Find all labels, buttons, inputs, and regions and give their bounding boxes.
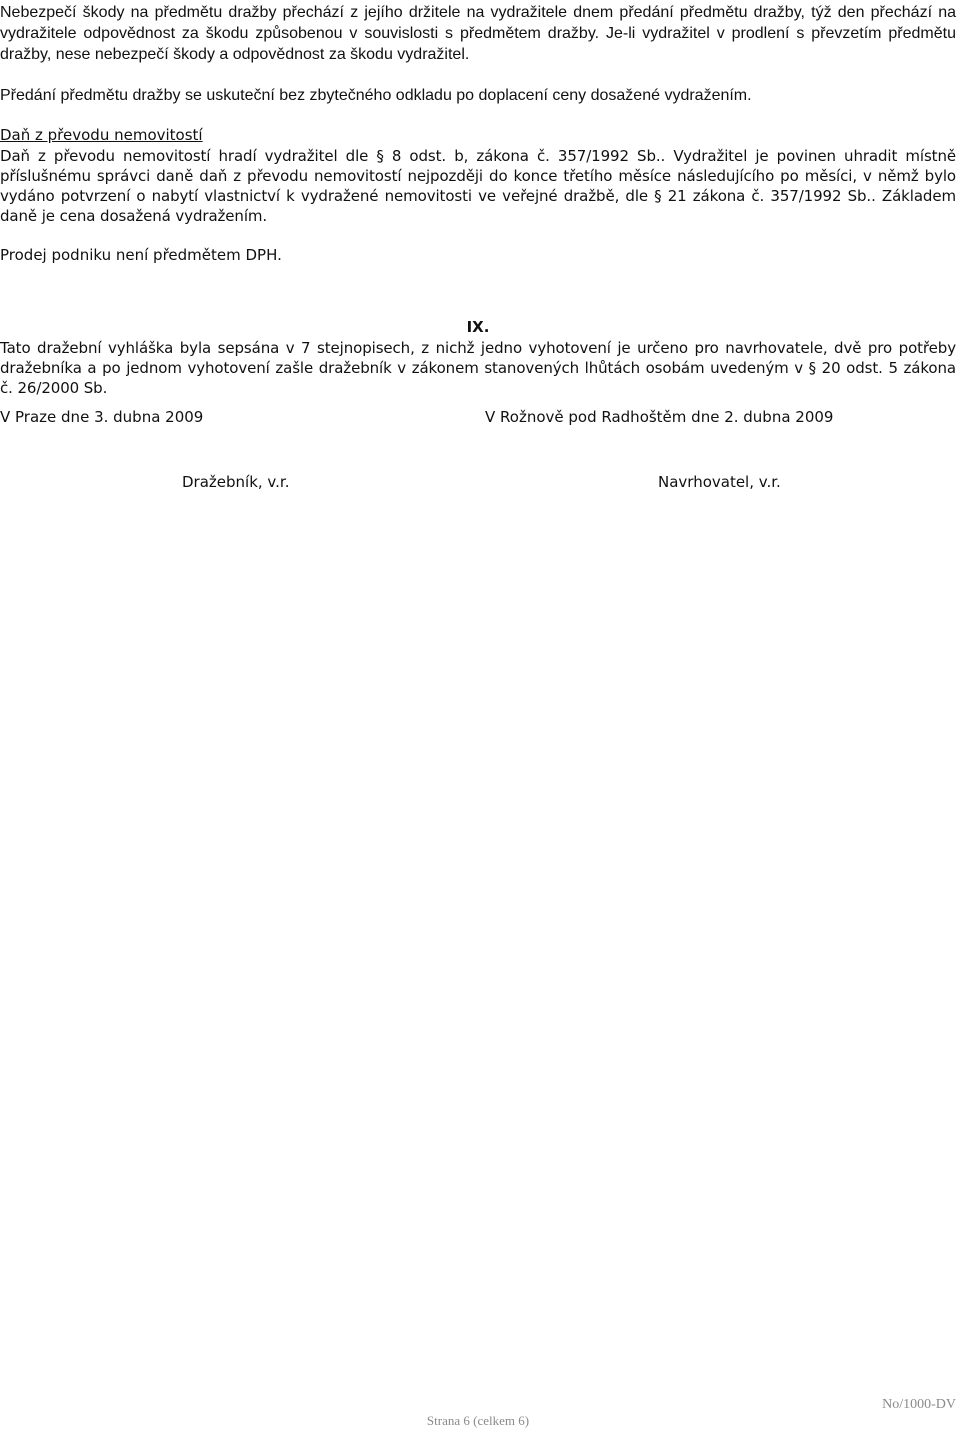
date-prague: V Praze dne 3. dubna 2009 (0, 408, 204, 426)
date-roznov: V Rožnově pod Radhoštěm dne 2. dubna 2009 (485, 408, 834, 426)
document-body (0, 2, 956, 398)
dates-row (0, 407, 956, 428)
tax-heading: Daň z převodu nemovitostí (0, 126, 203, 144)
copies-paragraph: Tato dražební vyhláška byla sepsána v 7 stejnopisech, z nichž jedno vyhotovení je určeno pro navrhovatele, dvě pro potřeby dražebníka a po jednom vyhotovení zašle dražebník v zákonem stanovených lhůtách osobám uvedeným v § 20 odst. 5 zákona č. 26/2000 Sb. (0, 339, 956, 397)
section-ix-title: IX. (466, 318, 490, 336)
risk-paragraph: Nebezpečí škody na předmětu dražby přechází z jejího držitele na vydražitele dnem předání předmětu dražby, týž den přechází na vydražitele odpovědnost za škodu způsobenou v souvislosti s předmětem dražby. Je-li vydražitel v prodlení s převzetím předmětu dražby, nese nebezpečí škody a odpovědnost za škodu vydražitel. (0, 4, 956, 63)
signatures-row (0, 472, 956, 493)
handover-paragraph: Předání předmětu dražby se uskuteční bez zbytečného odkladu po doplacení ceny dosažené vydražením. (0, 87, 752, 104)
auctioneer-signature: Dražebník, v.r. (182, 473, 290, 491)
document-reference: No/1000-DV (882, 1397, 956, 1412)
page-number: Strana 6 (celkem 6) (426, 1413, 530, 1428)
vat-paragraph: Prodej podniku není předmětem DPH. (0, 246, 282, 264)
tax-paragraph: Daň z převodu nemovitostí hradí vydražitel dle § 8 odst. b, zákona č. 357/1992 Sb.. Vydražitel je povinen uhradit místně příslušnému správci daně daň z převodu nemovitostí nejpozději do konce třetího měsíce následujícího po měsíci, v němž bylo vydáno potvrzení o nabytí vlastnictví k vydražené nemovitosti ve veřejné dražbě, dle § 21 zákona č. 357/1992 Sb.. Základem daně je cena dosažená vydražením. (0, 147, 956, 225)
proposer-signature: Navrhovatel, v.r. (658, 473, 781, 491)
